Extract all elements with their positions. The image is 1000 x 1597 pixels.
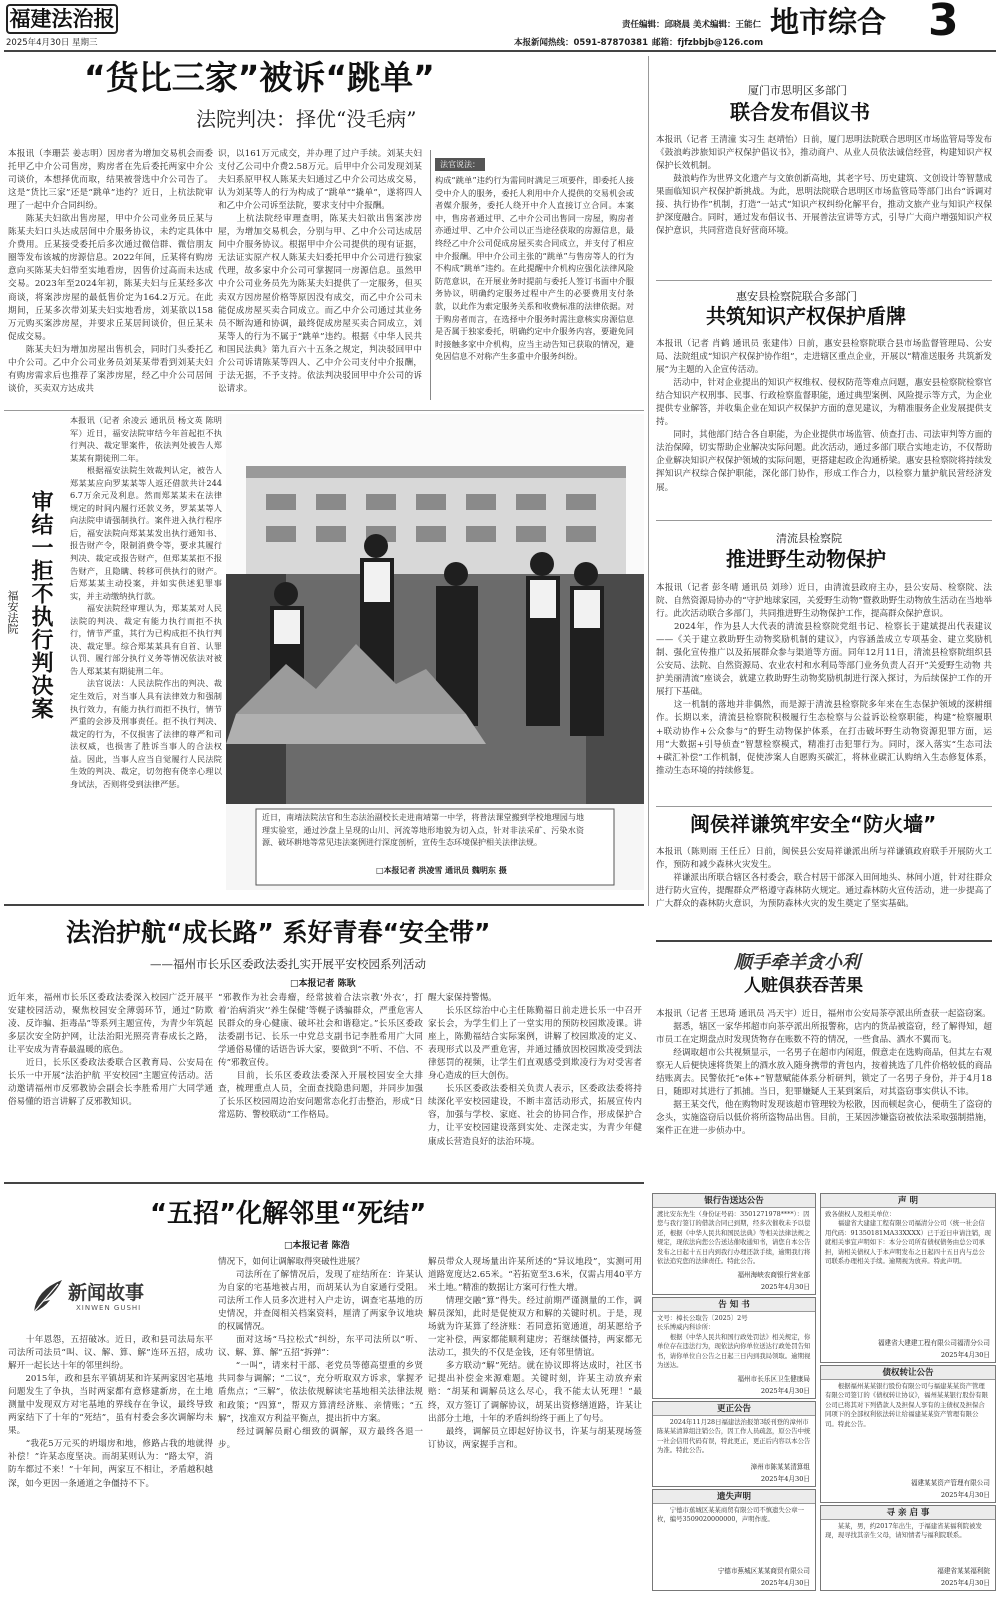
a8-byline: □本报记者 陈耿 — [290, 979, 356, 989]
ad4-body: 宁德市蕉城区某某商贸有限公司不慎遗失公章一枚，编号3509020000000，声明作废。 — [657, 1506, 804, 1524]
a3-body: 本报讯（记者 王清潼 实习生 赵靖怡）日前，厦门思明法院联合思明区市场监管局等发布《鼓浪屿涉旅知识产权保护倡议书》，推动商户、从业人员依法诚信经营，构建知识产权保护长效机制。 鼓浪屿作为世界文化遗产与文旅创新高地，其老字号、历史建筑、文创设计等智慧成果面临知识产权保护新挑战。为此，思明法院联合思明区市场监管局等部门出台“诉调对接、执行协作”机制，打造“一站式”知识产权纠纷化解平台，推动文旅产业与知识产权保护深度融合。同时，通过发布倡议书、开展普法宣讲等方式，引导广大商户增强知识产权保护意识，共同营造良好营商环境。 — [656, 135, 992, 237]
a7-title-top: 顺手牵羊贪小利 — [734, 952, 860, 973]
photo-credit: □本报记者 洪凌雪 通讯员 魏明东 摄 — [376, 866, 507, 875]
masthead-text: 福建法治报 — [9, 6, 115, 31]
ad5-title: 声 明 — [821, 1194, 995, 1208]
a8-top-rule — [4, 904, 644, 906]
ad-lost-statement — [652, 1489, 816, 1591]
ad4-date: 2025年4月30日 — [760, 1579, 810, 1587]
ad-notification — [652, 1297, 816, 1399]
ad-family-search — [820, 1505, 996, 1591]
a4-a5-rule — [656, 520, 992, 521]
ad2-date: 2025年4月30日 — [760, 1387, 810, 1395]
a5-body: 本报讯（记者 彭冬晴 通讯员 刘珍）近日，由清流县政府主办，县公安局、检察院、法院、自然资源局协办的“守护地球家园，关爱野生动物”暨救助野生动物放生活动在当地举行。此次活动联合多部门，共同推进野生动物保护工作，提高群众保护意识。 2024年，作为县人大代表的清流县检察院党组书记、检察长于建斌提出代表建议——《关于建立救助野生动物奖励机制的建议》，内容涵盖成立专项基金、建立奖励机制、强化宣传推广以及拓展群众参与渠道等方面。同年12月11日，清流县检察院组织县公安局、法院、自然资源局、农业农村和水利局等部门业务负责人召开“关爱野生动物 共护美丽清流”座谈会，就建立救助野生动物奖励机制进行深入探讨，为后续保护工作的开展打下基础。 这一机制的落地并非偶然，而是源于清流县检察院多年来在生态保护领域的深耕细作。长期以来，清流县检察院积极履行生态检察与公益诉讼检察职能，构建“检察履职+联动协作+公众参与”的野生动物保护体系，在打击破坏野生动物资源犯罪方面，运用“大数据+引导侦查”智慧检察模式，精准打击犯罪行为。同时，深入落实“生态司法+碳汇补偿”工作机制，促使涉案人自愿购买碳汇，将林业碳汇认购纳入生态修复体系，推动生态环境的持续修复。 — [656, 583, 992, 776]
ad5-body: 致各债权人及相关单位： 福建省大建建工程有限公司福清分公司（统一社会信用代码：91350181MA33XXXX）已于近日申请注销，现就相关事宜声明如下：本分公司所有债权债务由总公司承担，请相关债权人于本声明发布之日起四十五日内与总公司联系办理相关手续。逾期视为放弃。特此声明。 — [825, 1210, 991, 1266]
ad6-title: 债权转让公告 — [821, 1366, 995, 1380]
a4-title: 共筑知识产权保护盾牌 — [706, 304, 906, 328]
a1-subtitle: 法院判决：择优“没毛病” — [196, 107, 417, 131]
a9-column-3: 解员带众人现场量出许某所述的“异议地段”，实测可用道路宽度达2.65米。“若拓宽至3.6米，仅需占用40平方米土地。”精准的数据让方案可行性大增。 情理交融“算”得失。经过前期严谨测量的工作，调解员深知，此时是促使双方和解的关键时机。于是，现场就为许某算了经济账：若同意拓宽通道，胡某愿给予一定补偿，两家都能顺利建房；若继续僵持，两家都无法动工，损失的不仅是金钱，还有邻里情谊。 多方联动“解”死结。就在协议即将达成时，社区书记提出补偿金来源难题。关键时刻，许某主动放弃索赔：“胡某和调解员这么尽心，我不能太认死理！”最终，双方签订了调解协议，胡某出资修缮道路，许某让出部分土地，十年的矛盾纠纷终于画上了句号。 最终，调解员立即起好协议书，许某与胡某现场签订协议，两家握手言和。 — [428, 1257, 642, 1450]
ad3-date: 2025年4月30日 — [760, 1475, 810, 1483]
a8-column-2: “邪教作为社会毒瘤，经常披着合法宗教‘外衣’，打着‘治病消灾’‘养生保健’等幌子诱骗群众，严重危害人民群众的身心健康、破坏社会和谐稳定。”长乐区委政法委副书记、长乐一中党总支副书记李胜希用广大同学通俗易懂的话语告诉大家，要做到“不听、不信、不传”邪教宣传。 目前，长乐区委政法委深入开展校园安全大排查，梳理重点人员，全面查找隐患问题，并同步加强了长乐区校园周边治安问题常态化打击整治，形成“日常巡防、警校联动”工作格局。 — [218, 993, 423, 1121]
a9-title: “五招”化解邻里“死结” — [150, 1199, 427, 1229]
logo-pinyin: XINWEN GUSHI — [76, 1304, 142, 1312]
right-column-divider — [648, 56, 649, 906]
a6-title: 闽侯祥谦筑牢安全“防火墙” — [690, 812, 937, 836]
ad6-signature: 福建某某资产管理有限公司 — [910, 1479, 990, 1487]
a9-top-rule — [4, 1182, 644, 1184]
ad1-signature: 福州海峡农商银行营业部 — [737, 1271, 810, 1279]
a1-comment-label: 法官说法： — [435, 158, 485, 171]
ad-debt-transfer — [820, 1365, 996, 1503]
ad6-date: 2025年4月30日 — [940, 1491, 990, 1499]
ad-correction — [652, 1401, 816, 1487]
a8-title: 法治护航“成长路” 系好青春“安全带” — [66, 918, 491, 947]
hotline: 本报新闻热线：0591-87870381 — [514, 38, 649, 48]
ad3-title: 更正公告 — [653, 1402, 815, 1416]
ad3-signature: 漳州市陈某某清算组 — [750, 1463, 810, 1471]
a8-subtitle: ——福州市长乐区委政法委扎实开展平安校园系列活动 — [150, 957, 426, 971]
ad7-title: 寻 亲 启 事 — [821, 1506, 995, 1520]
a8-column-1: 近年来，福州市长乐区委政法委深入校园广泛开展平安建校园活动，聚焦校园安全薄弱环节，通过“防欺凌、反诈骗、拒毒品”等系列主题宣传，为青少年筑起多层次安全防护网，让法治阳光照亮青春成长之路，让平安成为青春最温暖的底色。 近日，长乐区委政法委联合区教育局、公安局在长乐一中开展“法治护航 平安校园”主题宣传活动。活动邀请福州市反邪教协会副会长李胜希用广大同学通俗易懂的语言讲解了反邪教知识。 — [8, 993, 213, 1108]
ad7-body: 某某，男，约2017年出生，于福建省某福利院被发现，现寻找其亲生父母，请知情者与福利院联系。 — [825, 1522, 982, 1540]
a9-byline: □本报记者 陈浩 — [284, 1241, 350, 1251]
a1-column-1: 本报讯（李珊芸 姜志明）因房者为增加交易机会而委托甲乙中介公司售房，购房者在先后委托两家中介公司谈价，本想择优而取，结果被誉选中介公司告了。这是“货比三家”还是“跳单”违约？近日，上杭法院审理了一起中介合同纠纷。 陈某夫妇欲出售房屋，甲中介公司业务员丘某与陈某夫妇口头达成居间中介服务协议，未约定具体中介费用。丘某接受委托后多次通过微信群、微信朋友圈等发布该城的房源信息。2022年间，丘某将有购房意向买陈某夫妇带至实地看房，因售价过高而未达成交易。2023年至2024年初，陈某夫妇与丘某经多次商谈，将案涉房屋的最低售价定为164.2万元。在此期间，丘某多次带刘某夫妇实地看房，刘某欲以158万元购买案涉房屋，并要求丘某居间谈价，但丘某未促成交易。 陈某夫妇为增加房屋出售机会，同时门头委托乙中介公司。乙中介公司业务员刘某某带看到刘某夫妇有购房需求后也推荐了案涉房屋，经乙中介公司居间谈价，买卖双方达成共 — [8, 149, 213, 394]
ad7-date: 2025年4月30日 — [940, 1579, 990, 1587]
header-rule — [4, 50, 996, 52]
a5-a6-rule — [656, 806, 992, 807]
a3-a4-rule — [656, 280, 992, 281]
a7-top-rule — [656, 940, 992, 942]
a9-column-1: 十年恩怨，五招破冰。近日，政和县司法局东平司法所司法员“叫、议、解、算、解”连环五招，成功解开一起长达十年的邻里纠纷。 2015年，政和县东平镇胡某和许某两家因宅基地问题发生了争执，当时两家都有意修建新房，在土地测量中发现双方对宅基地的界线存在争议，最终导致两家结下了十年的“死结”，虽有村委会多次调解均未果。 “我花5万元买的坍塌房和地，修路占我的地就得补偿！”许某态度坚决。而胡某则认为：“路太窄，消防车都过不来！”十年间，两家互不相让，矛盾越积越深，如今更因一条通道之争僵持不下。 — [8, 1335, 213, 1489]
page-number: 3 — [928, 0, 959, 46]
news-story-logo — [28, 1276, 208, 1322]
ad6-body: 根据福州某某银行股份有限公司与福建某某资产管理有限公司签订的《债权转让协议》，福州某某银行股份有限公司已将其对下列借款人及担保人享有的主债权及担保合同项下的全部权利依法转让给福建某某资产管理有限公司。特此公告。 — [825, 1382, 988, 1428]
ad7-signature: 福建省某某福利院 — [937, 1567, 990, 1575]
ad5-date: 2025年4月30日 — [940, 1351, 990, 1359]
email: 邮箱：fjfzbbjb@126.com — [652, 38, 764, 48]
a2-body: 本报讯（记者 余凌云 通讯员 杨文英 陈明军）近日，福安法院审结今年首起拒不执行判决、裁定罪案件，依法判处被告人郑某某有期徒刑二年。 根据福安法院生效裁判认定，被告人郑某某应向罗某某等人返还借款共计2446.7万余元及利息。然而郑某某未在法律规定的时间内履行还款义务，罗某某等人向法院申请强制执行。案件进入执行程序后，福安法院向郑某某发出执行通知书、报告财产令，限制消费令等，要求其履行判决、裁定或报告财产，但郑某某拒不报告财产，且隐瞒、转移可供执行的财产。后郑某某主动投案，并如实供述犯罪事实，并主动缴纳执行款。 福安法院经审理认为，郑某某对人民法院的判决、裁定有能力执行而拒不执行，情节严重，其行为已构成拒不执行判决、裁定罪。综合郑某某具有自首、认罪认罚、履行部分执行义务等情况依法对被告人郑某某有期徒刑二年。 法官说法：人民法院作出的判决、裁定生效后，对当事人具有法律效力和强制执行效力，有能力执行而拒不执行，情节严重的会涉及刑事责任。拒不执行判决、裁定的行为，不仅损害了法律的尊严和司法权威，也损害了胜诉当事人的合法权益。因此，当事人应当自觉履行人民法院生效的判决、裁定，切勿抱有侥幸心理以身试法，否则将受到法律严惩。 — [70, 415, 222, 789]
ad1-date: 2025年4月30日 — [760, 1283, 810, 1291]
a5-kicker: 清流县检察院 — [776, 532, 842, 545]
a4-kicker: 惠安县检察院联合多部门 — [736, 290, 857, 303]
ad3-body: 2024年11月28日福建法治报第3版刊登的漳州市陈某某清算组注销公告，因工作人员疏忽，原公告中统一社会信用代码有误，特此更正，更正后内容以本公告为准。特此公告。 — [657, 1418, 811, 1455]
ad4-title: 遗失声明 — [653, 1490, 815, 1504]
a8-column-3: 醒大家保持警惕。 长乐区综治中心主任陈勤福日前走进长乐一中召开家长会，为学生们上了一堂实用的预防校园欺凌课。讲座上，陈勤福结合实际案例，讲解了校园欺凌的定义、表现形式以及严重危害，并通过播放因校园欺凌受到法律惩罚的视频，让学生们直观感受到欺凌行为对受害者身心造成的巨大创伤。 长乐区委政法委相关负责人表示，区委政法委将持续深化平安校园建设，不断丰富活动形式，拓展宣传内容，加强与学校、家庭、社会的协同合作，形成保护合力，让平安校园建设落到实处、走深走实，为青少年健康成长营造良好的法治环境。 — [428, 993, 642, 1147]
date-line: 2025年4月30日 星期三 — [6, 38, 98, 48]
a3-kicker: 厦门市思明区多部门 — [748, 84, 847, 97]
a7-title-bottom: 人赃俱获吞苦果 — [744, 976, 863, 996]
ad2-signature: 福州市长乐区卫生健康局 — [737, 1375, 810, 1383]
a5-title: 推进野生动物保护 — [726, 547, 886, 571]
ad1-title: 银行告送达公告 — [653, 1194, 815, 1208]
a7-body: 本报讯（记者 王思琦 通讯员 冯天宇）近日，福州市公安局茶亭派出所查获一起盗窃案。 据悉，辖区一家华邦超市向茶亭派出所报警称，店内的货品被盗窃，经了解得知，超市员工在定期盘点时发现货物存在账数不符的情况，一些食品、酒水不翼而飞。 经调取超市公共视频显示，一名男子在超市内闲逛，假意走在选购商品，但其左右观察无人后便快速将货架上的酒水放入随身携带的背包内，按着挑选了几件价格较低的商品结账离去。民警依托“e体+”智慧赋能体系分析研判，锁定了一名男子身份，并于4月18日，随即对其进行了抓捕。当日，犯罪嫌疑人王某到案后，对其盗窃事实供认不讳。 据王某交代，他在购物时发现该超市管理较为松散，因而顿起贪心，便萌生了盗窃的念头，实施盗窃后以低价将所盗物品出售。目前，王某因涉嫌盗窃被依法采取强制措施，案件正在进一步侦办中。 — [656, 1009, 992, 1137]
a2-source: 福安法院 — [6, 590, 19, 634]
section-title: 地市综合 — [770, 5, 887, 39]
a6-body: 本报讯（陈则雨 王任丘）日前，闽侯县公安局祥谦派出所与祥谦镇政府联手开展防火工作，预防和减少森林火灾发生。 祥谦派出所联合辖区各村委会，联合村居干部深入田间地头、林间小道，针对往群众进行防火宣传，提醒群众严格遵守森林防火规定。通过森林防火宣传活动，进一步提高了广大群众的森林防火意识，为预防森林火灾的发生奠定了坚实基础。 — [656, 847, 992, 910]
editors-line: 责任编辑：邱晓晨 美术编辑：王能仁 — [622, 20, 761, 30]
logo-main-text: 新闻故事 — [68, 1282, 145, 1304]
a1-comment: 构成“跳单”违约行为需同时满足三项要件，即委托人接受中介人的服务，委托人利用中介人提供的交易机会或者媒介服务，委托人绕开中介人直接订立合同。本案中，售房者通过甲、乙中介公司出售同一房屋，购房者亦通过甲、乙中介公司以正当途径获取的房源信息，最终经乙中介公司促成房屋买卖合同成立，并支付了相应中介报酬。甲中介公司主张的“跳单”与售房等人的行为不构成“跳单”违约。在此提醒中介机构应强化法律风险防范意识，在开展业务时提前与委托人签订书面中介服务协议，明确约定服务过程中产生的必要费用支付条款，以此作为索定服务关系和收费标准的法律依据。对于购房者而言，在选择中介服务时需注意核实房源信息是否属于独家委托，明确约定中介服务内容，要避免同时接触多家中介机构，应当主动告知已获取的情况，避免因信息不对称产生多重中介服务纠纷。 — [435, 175, 634, 362]
ad2-title: 告 知 书 — [653, 1298, 815, 1312]
feather-icon — [28, 1276, 68, 1316]
a1-title: “货比三家”被诉“跳单” — [84, 58, 435, 97]
ad-declaration — [820, 1193, 996, 1363]
a1-bottom-rule — [4, 410, 644, 411]
a1-comment-box — [430, 150, 638, 400]
photo-caption: 近日，南靖法院法官和生态法治副校长走进南靖第一中学，将普法课堂搬到学校地理园与地理实验室，通过沙盘上呈现的山川、河流等地形地貌为切入点，针对非法采矿、污染水资源、破坏耕地等常见违法案例进行深度剖析，宣传生态环境保护相关法律法规。 — [262, 813, 584, 848]
masthead-logo — [6, 4, 118, 34]
a2-title: 审结一拒不执行判决案 — [28, 490, 53, 720]
a3-title: 联合发布倡议书 — [730, 100, 870, 124]
ad1-body: 渡比安东先生（身份证号码：3501271978****）：因您与我行签订的借款合同已到期，经多次催收未予以偿还，根据《中华人民共和国民法典》等相关法律法规之规定，现依法向您公告送达催收通知书，请您自本公告发布之日起十五日内到我行办理还款手续，逾期我行将依法追究您的法律责任。特此公告。 — [657, 1210, 811, 1266]
ad2-body: 文号：樟长公取告〔2025〕2号 长乐博威内科诊所： 根据《中华人民共和国行政处罚法》相关规定，你单位存在违法行为，现依法向你单位送达行政处罚告知书，请你单位自公告之日起三日内到我局领取。逾期视为送达。 — [657, 1314, 811, 1370]
ad4-signature: 宁德市蕉城区某某商贸有限公司 — [717, 1567, 810, 1575]
a9-column-2: 情况下，如何让调解取得突破性进展？ 司法所在了解情况后，发现了症结所在：许某认为自家的宅基地被占用，而胡某认为自家通行受阻。司法所工作人员多次进村入户走访，调查宅基地的历史情况，并查阅相关档案资料，厘清了两家争议地块的权属情况。 面对这场“马拉松式”纠纷，东平司法所以“听、议、解、算、解”五招“拆弹”： “一叫”，请来村干部、老党员等德高望重的乡贤共同参与调解；“二议”，充分听取双方诉求，掌握矛盾焦点；“三解”，依法依规解读宅基地相关法律法规和政策；“四算”，帮双方算清经济账、亲情账；“五解”，找准双方利益平衡点，提出折中方案。 经过调解员耐心细致的调解，双方最终各退一步。 — [218, 1257, 423, 1450]
a1-column-2: 识，以161万元成交，并办理了过户手续。刘某夫妇支付乙公司中介费2.58万元。后甲中介公司发现刘某夫妇系原甲权人陈某夫妇通过乙中介公司达成交易，认为刘某等人的行为构成了“跳单”“撬单”，遂将四人和乙中介公司诉至法院，要求支付中介报酬。 上杭法院经审理查明，陈某夫妇欲出售案涉房屋，为增加交易机会，分别与甲、乙中介公司达成居间中介服务协议。根据甲中介公司提供的现有证据，无法证实原产权人陈某夫妇委托甲中介公司进行独家代理，故多家中介公司可掌握同一房源信息。虽然甲中介公司业务员先为陈某夫妇提供了一定服务，但买卖双方因房屋价格等原因没有成交，而乙中介公司未能促成房屋买卖合同成立。而乙中介公司通过其业务员不断沟通和协调，最终促成房屋买卖合同成立，刘某等人的行为不属于“跳单”违约。根据《中华人民共和国民法典》第九百六十五条之规定，判决驳回甲中介公司诉请陈某等四人、乙中介公司支付中介报酬，于法无据，不予支持。依法判决驳回甲中介公司的诉讼请求。 — [218, 149, 422, 394]
ad5-signature: 福建省大建建工程有限公司福清分公司 — [877, 1339, 990, 1347]
ad-bank-notice — [652, 1193, 816, 1295]
a4-body: 本报讯（记者 肖鹤 通讯员 张建伟）日前，惠安县检察院联合县市场监督管理局、公安局、法院组成“知识产权保护协作组”，走进辖区重点企业，开展以“精准送服务 共筑新发展”为主题的入企宣传活动。 活动中，针对企业提出的知识产权维权、侵权防范等难点问题，惠安县检察院检察官结合知识产权刑事、民事、行政检察监督职能，通过典型案例、风险提示等方式，为企业提供专业解答，并收集企业在知识产权保护方面的意见建议，为精准服务企业发展提供支持。 同时，其他部门结合各自职能，为企业提供市场监管、侦查打击、司法审判等方面的法治保障，切实帮助企业解决实际问题。此次活动，通过多部门联合实地走访，不仅帮助企业解决知识产权保护领域的实际问题，更搭建起政企沟通桥梁。惠安县检察院将持续发挥知识产权综合保护职能，深化部门协作，形成工作合力，以检察力量护航民营经济发展。 — [656, 339, 992, 493]
